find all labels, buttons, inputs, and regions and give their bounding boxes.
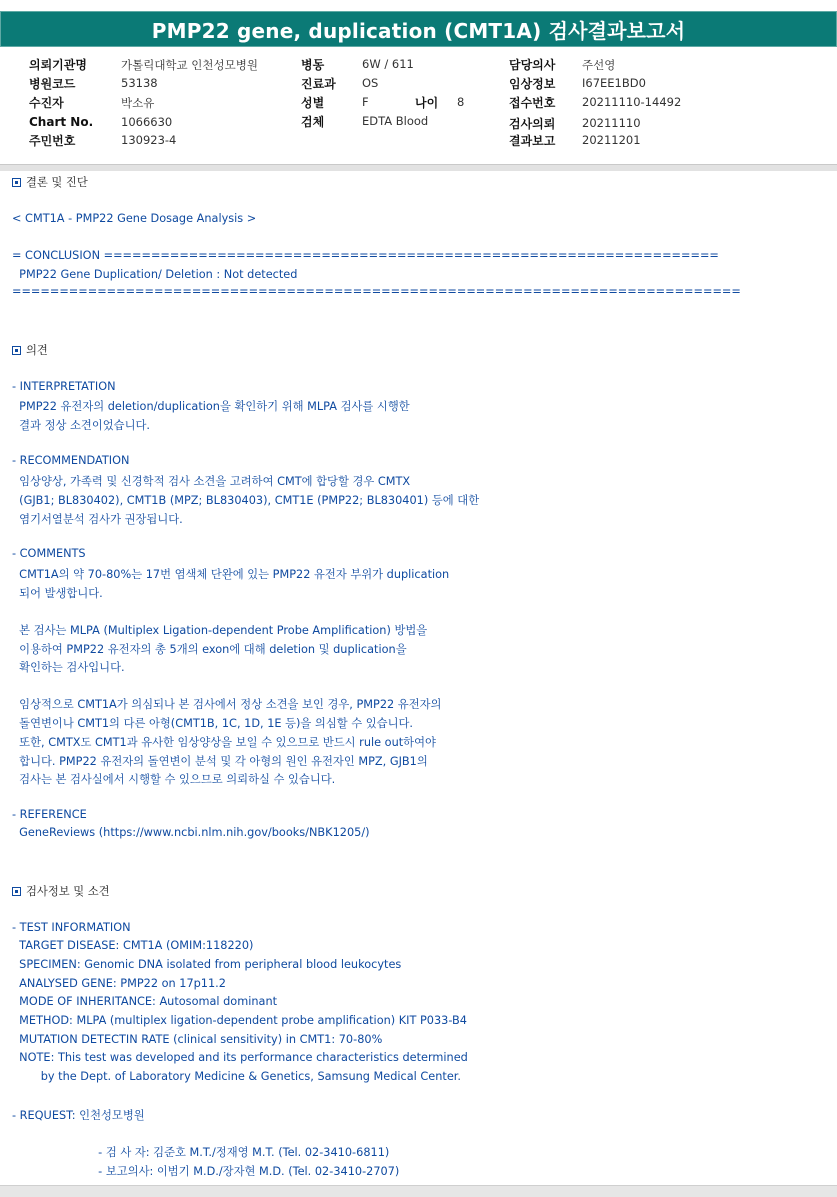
specimen-value: EDTA Blood	[362, 114, 429, 128]
resident-no-value: 130923-4	[121, 133, 177, 147]
request-line: - REQUEST: 인천성모병원	[12, 1109, 145, 1122]
physician-value: 주선영	[582, 58, 616, 72]
section-heading-opinion: 의견	[12, 342, 48, 358]
department-value: OS	[362, 76, 379, 90]
hospital-code-label: 병원코드	[29, 77, 76, 91]
reference-link[interactable]: GeneReviews (https://www.ncbi.nlm.nih.gov/books/NBK1205/)	[12, 826, 370, 839]
report-date-label: 결과보고	[509, 134, 556, 148]
comments-line: 또한, CMTX도 CMT1과 유사한 임상양상을 보일 수 있으므로 반드시 rule out하여야	[12, 736, 436, 749]
comments-line: 돌연변이나 CMT1의 다른 아형(CMT1B, 1C, 1D, 1E 등)을 의심할 수 있습니다.	[12, 717, 414, 730]
comments-line: 되어 발생합니다.	[12, 587, 103, 600]
request-date-label: 검사의뢰	[509, 117, 556, 131]
reference-heading: - REFERENCE	[12, 808, 87, 821]
clinical-info-label: 임상정보	[509, 77, 556, 91]
patient-label: 수진자	[29, 96, 64, 110]
institution-value: 가톨릭대학교 인천성모병원	[121, 58, 258, 72]
institution-label: 의뢰기관명	[29, 58, 87, 72]
resident-no-label: 주민번호	[29, 134, 76, 148]
comments-heading: - COMMENTS	[12, 547, 86, 560]
comments-line: 합니다. PMP22 유전자의 돌연변이 분석 및 각 아형의 원인 유전자인 MPZ, GJB1의	[12, 755, 428, 768]
age-value: 8	[457, 95, 465, 109]
comments-line: 확인하는 검사입니다.	[12, 661, 125, 674]
test-info-line: NOTE: This test was developed and its performance characteristics determined	[12, 1051, 468, 1064]
sex-value: F	[362, 95, 369, 109]
chart-no-value: 1066630	[121, 115, 173, 129]
test-info-line: MODE OF INHERITANCE: Autosomal dominant	[12, 995, 278, 1008]
comments-line: 이용하여 PMP22 유전자의 총 5개의 exon에 대해 deletion 및 duplication을	[12, 643, 407, 656]
section-heading-test-info: 검사정보 및 소견	[12, 883, 110, 899]
patient-info-header	[0, 52, 837, 164]
report-title: PMP22 gene, duplication (CMT1A) 검사결과보고서	[151, 18, 686, 43]
chart-no-label: Chart No.	[29, 115, 94, 129]
accession-label: 접수번호	[509, 96, 556, 110]
test-info-line: MUTATION DETECTIN RATE (clinical sensitivity) in CMT1: 70-80%	[12, 1033, 383, 1046]
hospital-code-value: 53138	[121, 76, 158, 90]
ward-value: 6W / 611	[362, 57, 414, 71]
analysis-title: < CMT1A - PMP22 Gene Dosage Analysis >	[12, 212, 257, 225]
report-title-bar	[0, 11, 837, 47]
recommendation-line: (GJB1; BL830402), CMT1B (MPZ; BL830403), CMT1E (PMP22; BL830401) 등에 대한	[12, 494, 480, 507]
conclusion-rule-bottom: =============================================================================	[12, 285, 741, 298]
specimen-label: 검체	[301, 115, 325, 129]
sex-label: 성별	[301, 96, 325, 110]
test-info-line: ANALYSED GENE: PMP22 on 17p11.2	[12, 977, 226, 990]
conclusion-result: PMP22 Gene Duplication/ Deletion : Not detected	[12, 268, 298, 281]
comments-line: CMT1A의 약 70-80%는 17번 염색체 단완에 있는 PMP22 유전자 부위가 duplication	[12, 568, 450, 581]
test-info-heading: - TEST INFORMATION	[12, 921, 131, 934]
accession-value: 20211110-14492	[582, 95, 682, 109]
report-body	[0, 170, 837, 1180]
interpretation-heading: - INTERPRETATION	[12, 380, 116, 393]
test-info-line: by the Dept. of Laboratory Medicine & Genetics, Samsung Medical Center.	[12, 1070, 461, 1083]
bottom-bar	[0, 1185, 837, 1197]
department-label: 진료과	[301, 77, 336, 91]
recommendation-line: 임상양상, 가족력 및 신경학적 검사 소견을 고려하여 CMT에 합당할 경우 CMTX	[12, 475, 411, 488]
recommendation-line: 염기서열분석 검사가 권장됩니다.	[12, 513, 183, 526]
interpretation-line: 결과 정상 소견이었습니다.	[12, 419, 150, 432]
clinical-info-value: I67EE1BD0	[582, 76, 646, 90]
age-label: 나이	[415, 96, 439, 110]
ward-label: 병동	[301, 58, 325, 72]
test-info-line: TARGET DISEASE: CMT1A (OMIM:118220)	[12, 939, 254, 952]
conclusion-rule-top: = CONCLUSION =================================================================	[12, 249, 719, 262]
test-info-line: METHOD: MLPA (multiplex ligation-dependent probe amplification) KIT P033-B4	[12, 1014, 467, 1027]
physician-label: 담당의사	[509, 58, 556, 72]
comments-line: 검사는 본 검사실에서 시행할 수 있으므로 의뢰하실 수 있습니다.	[12, 773, 336, 786]
request-date-value: 20211110	[582, 116, 641, 130]
section-heading-conclusion: 결론 및 진단	[12, 174, 88, 190]
tester-line: - 검 사 자: 김준호 M.T./정재영 M.T. (Tel. 02-3410-6811)	[12, 1146, 390, 1159]
test-info-line: SPECIMEN: Genomic DNA isolated from peripheral blood leukocytes	[12, 958, 402, 971]
comments-line: 임상적으로 CMT1A가 의심되나 본 검사에서 정상 소견을 보인 경우, PMP22 유전자의	[12, 698, 442, 711]
report-date-value: 20211201	[582, 133, 641, 147]
recommendation-heading: - RECOMMENDATION	[12, 454, 130, 467]
interpretation-line: PMP22 유전자의 deletion/duplication을 확인하기 위해 MLPA 검사를 시행한	[12, 400, 410, 413]
patient-value: 박소유	[121, 96, 155, 110]
comments-line: 본 검사는 MLPA (Multiplex Ligation-dependent Probe Amplification) 방법을	[12, 624, 428, 637]
reporter-line: - 보고의사: 이범기 M.D./장자현 M.D. (Tel. 02-3410-2707)	[12, 1165, 400, 1178]
